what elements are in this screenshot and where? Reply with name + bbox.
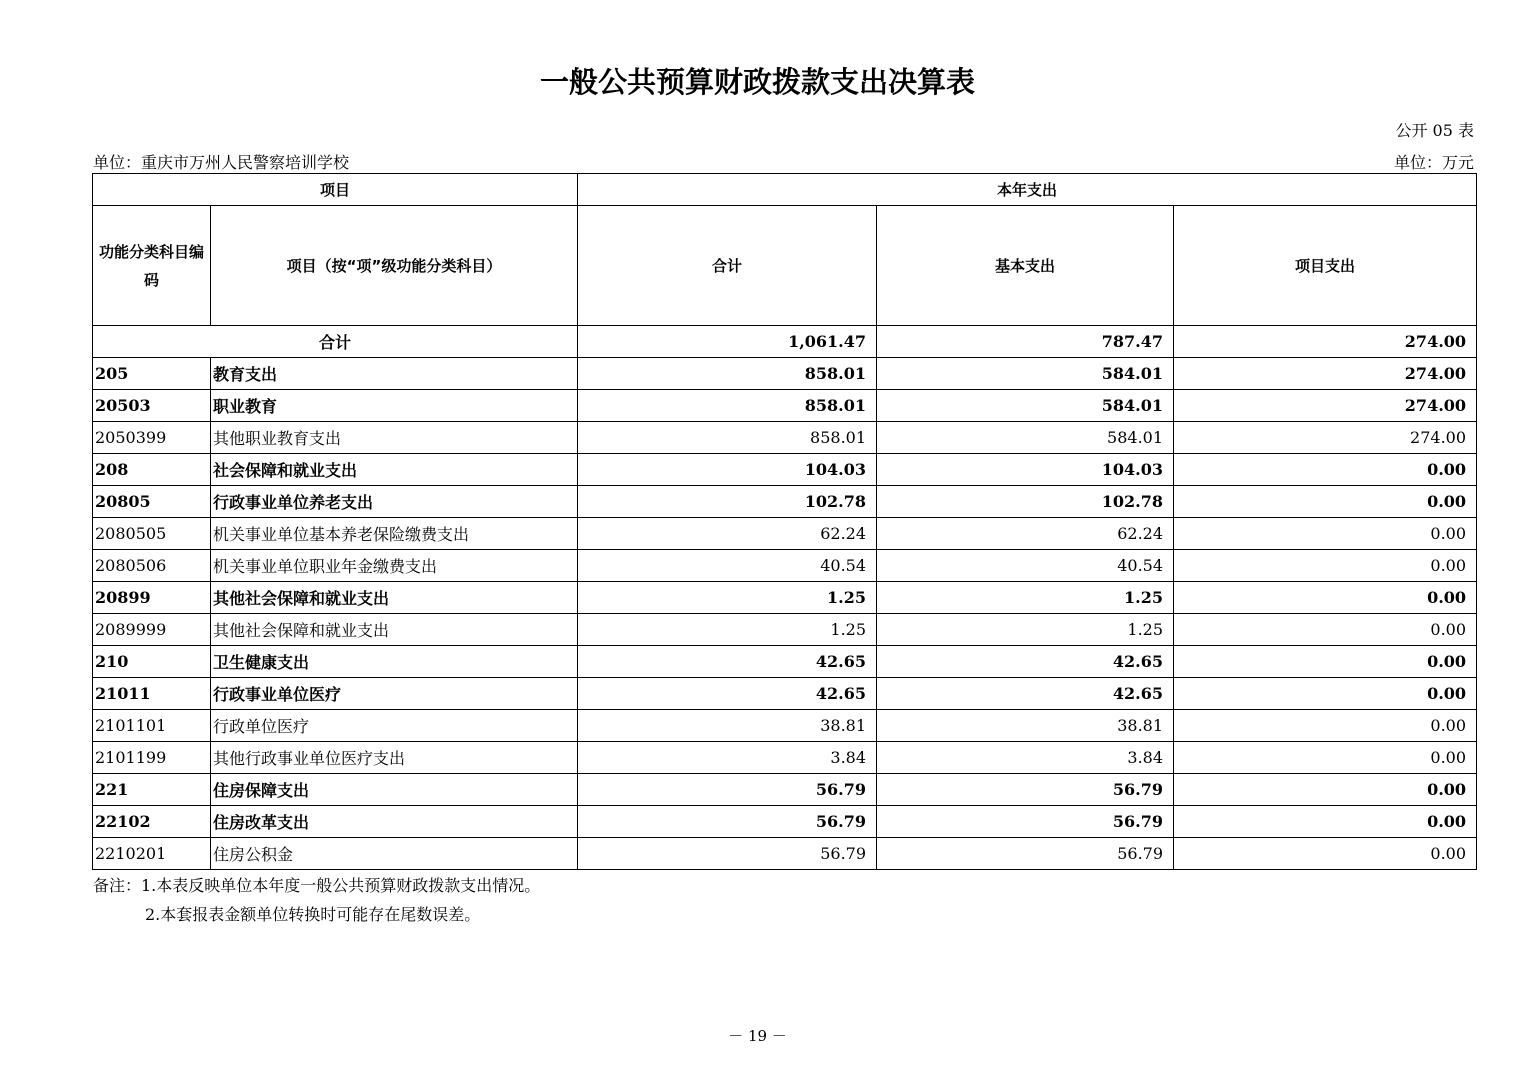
- form-code: 公开 05 表: [1395, 121, 1474, 140]
- row-code: 22102: [93, 806, 211, 838]
- unit-currency: 单位：万元: [1393, 153, 1474, 172]
- row-name: 住房保障支出: [211, 774, 578, 806]
- row-basic: 62.24: [877, 518, 1174, 550]
- row-name: 住房公积金: [211, 838, 578, 870]
- row-name: 住房改革支出: [211, 806, 578, 838]
- row-total: 102.78: [578, 486, 877, 518]
- row-basic: 38.81: [877, 710, 1174, 742]
- total-label: 合计: [93, 326, 578, 358]
- row-project: 0.00: [1174, 774, 1477, 806]
- row-project: 0.00: [1174, 614, 1477, 646]
- row-code: 221: [93, 774, 211, 806]
- row-code: 20805: [93, 486, 211, 518]
- row-project: 0.00: [1174, 454, 1477, 486]
- header-project-expenditure: 项目支出: [1174, 206, 1477, 326]
- row-name: 其他社会保障和就业支出: [211, 582, 578, 614]
- row-code: 20899: [93, 582, 211, 614]
- row-basic: 42.65: [877, 678, 1174, 710]
- row-project: 0.00: [1174, 582, 1477, 614]
- header-code: 功能分类科目编码: [93, 206, 211, 326]
- row-total: 56.79: [578, 806, 877, 838]
- row-project: 0.00: [1174, 646, 1477, 678]
- total-row: [93, 326, 1477, 358]
- row-basic: 56.79: [877, 838, 1174, 870]
- table-row: [93, 806, 1477, 838]
- row-name: 行政事业单位养老支出: [211, 486, 578, 518]
- total-project: 274.00: [1174, 326, 1477, 358]
- row-basic: 102.78: [877, 486, 1174, 518]
- row-code: 2101101: [93, 710, 211, 742]
- row-code: 2080506: [93, 550, 211, 582]
- row-basic: 3.84: [877, 742, 1174, 774]
- row-total: 104.03: [578, 454, 877, 486]
- row-code: 2080505: [93, 518, 211, 550]
- row-project: 274.00: [1174, 422, 1477, 454]
- row-total: 3.84: [578, 742, 877, 774]
- row-name: 卫生健康支出: [211, 646, 578, 678]
- table-row: [93, 454, 1477, 486]
- row-total: 1.25: [578, 582, 877, 614]
- table-row: [93, 390, 1477, 422]
- row-name: 机关事业单位职业年金缴费支出: [211, 550, 578, 582]
- header-basic: 基本支出: [877, 206, 1174, 326]
- row-project: 0.00: [1174, 742, 1477, 774]
- header-current-year: 本年支出: [578, 174, 1477, 206]
- row-total: 858.01: [578, 390, 877, 422]
- table-row: [93, 710, 1477, 742]
- row-name: 其他行政事业单位医疗支出: [211, 742, 578, 774]
- row-name: 社会保障和就业支出: [211, 454, 578, 486]
- row-project: 0.00: [1174, 710, 1477, 742]
- table-row: [93, 550, 1477, 582]
- row-project: 0.00: [1174, 518, 1477, 550]
- row-name: 其他职业教育支出: [211, 422, 578, 454]
- header-project: 项目: [93, 174, 578, 206]
- table-row: [93, 678, 1477, 710]
- row-project: 274.00: [1174, 358, 1477, 390]
- table-row: [93, 774, 1477, 806]
- page-number: － 19 －: [728, 1027, 787, 1045]
- table-row: [93, 614, 1477, 646]
- row-project: 0.00: [1174, 678, 1477, 710]
- header-row-top: [93, 174, 1477, 206]
- row-total: 858.01: [578, 358, 877, 390]
- row-project: 0.00: [1174, 838, 1477, 870]
- note-line-2: 2.本套报表金额单位转换时可能存在尾数误差。: [145, 905, 481, 924]
- table-row: [93, 518, 1477, 550]
- row-code: 205: [93, 358, 211, 390]
- row-code: 21011: [93, 678, 211, 710]
- row-code: 208: [93, 454, 211, 486]
- row-total: 40.54: [578, 550, 877, 582]
- row-code: 2089999: [93, 614, 211, 646]
- unit-organization: 单位：重庆市万州人民警察培训学校: [93, 153, 350, 172]
- row-project: 0.00: [1174, 486, 1477, 518]
- table-row: [93, 742, 1477, 774]
- row-name: 教育支出: [211, 358, 578, 390]
- row-name: 其他社会保障和就业支出: [211, 614, 578, 646]
- row-total: 1.25: [578, 614, 877, 646]
- row-basic: 56.79: [877, 806, 1174, 838]
- table-row: [93, 358, 1477, 390]
- row-basic: 1.25: [877, 582, 1174, 614]
- row-basic: 104.03: [877, 454, 1174, 486]
- row-basic: 584.01: [877, 358, 1174, 390]
- row-project: 0.00: [1174, 806, 1477, 838]
- row-basic: 56.79: [877, 774, 1174, 806]
- row-code: 210: [93, 646, 211, 678]
- header-total: 合计: [578, 206, 877, 326]
- table-row: [93, 422, 1477, 454]
- row-name: 职业教育: [211, 390, 578, 422]
- row-name: 机关事业单位基本养老保险缴费支出: [211, 518, 578, 550]
- row-basic: 40.54: [877, 550, 1174, 582]
- header-name: 项目（按“项”级功能分类科目）: [211, 206, 578, 326]
- note-line-1: 备注：1.本表反映单位本年度一般公共预算财政拨款支出情况。: [93, 876, 541, 895]
- row-project: 0.00: [1174, 550, 1477, 582]
- row-project: 274.00: [1174, 390, 1477, 422]
- row-code: 20503: [93, 390, 211, 422]
- row-basic: 584.01: [877, 390, 1174, 422]
- table-row: [93, 646, 1477, 678]
- row-name: 行政单位医疗: [211, 710, 578, 742]
- row-basic: 1.25: [877, 614, 1174, 646]
- row-code: 2101199: [93, 742, 211, 774]
- row-total: 42.65: [578, 678, 877, 710]
- row-name: 行政事业单位医疗: [211, 678, 578, 710]
- table-row: [93, 582, 1477, 614]
- row-total: 62.24: [578, 518, 877, 550]
- row-total: 858.01: [578, 422, 877, 454]
- notes: [93, 871, 540, 929]
- row-total: 56.79: [578, 838, 877, 870]
- row-basic: 42.65: [877, 646, 1174, 678]
- row-basic: 584.01: [877, 422, 1174, 454]
- row-total: 56.79: [578, 774, 877, 806]
- expenditure-table: [92, 173, 1477, 870]
- row-code: 2210201: [93, 838, 211, 870]
- total-amount: 1,061.47: [578, 326, 877, 358]
- row-total: 38.81: [578, 710, 877, 742]
- table-row: [93, 486, 1477, 518]
- page-title: 一般公共预算财政拨款支出决算表: [539, 65, 975, 99]
- row-total: 42.65: [578, 646, 877, 678]
- table-row: [93, 838, 1477, 870]
- row-code: 2050399: [93, 422, 211, 454]
- header-row-columns: [93, 206, 1477, 326]
- total-basic: 787.47: [877, 326, 1174, 358]
